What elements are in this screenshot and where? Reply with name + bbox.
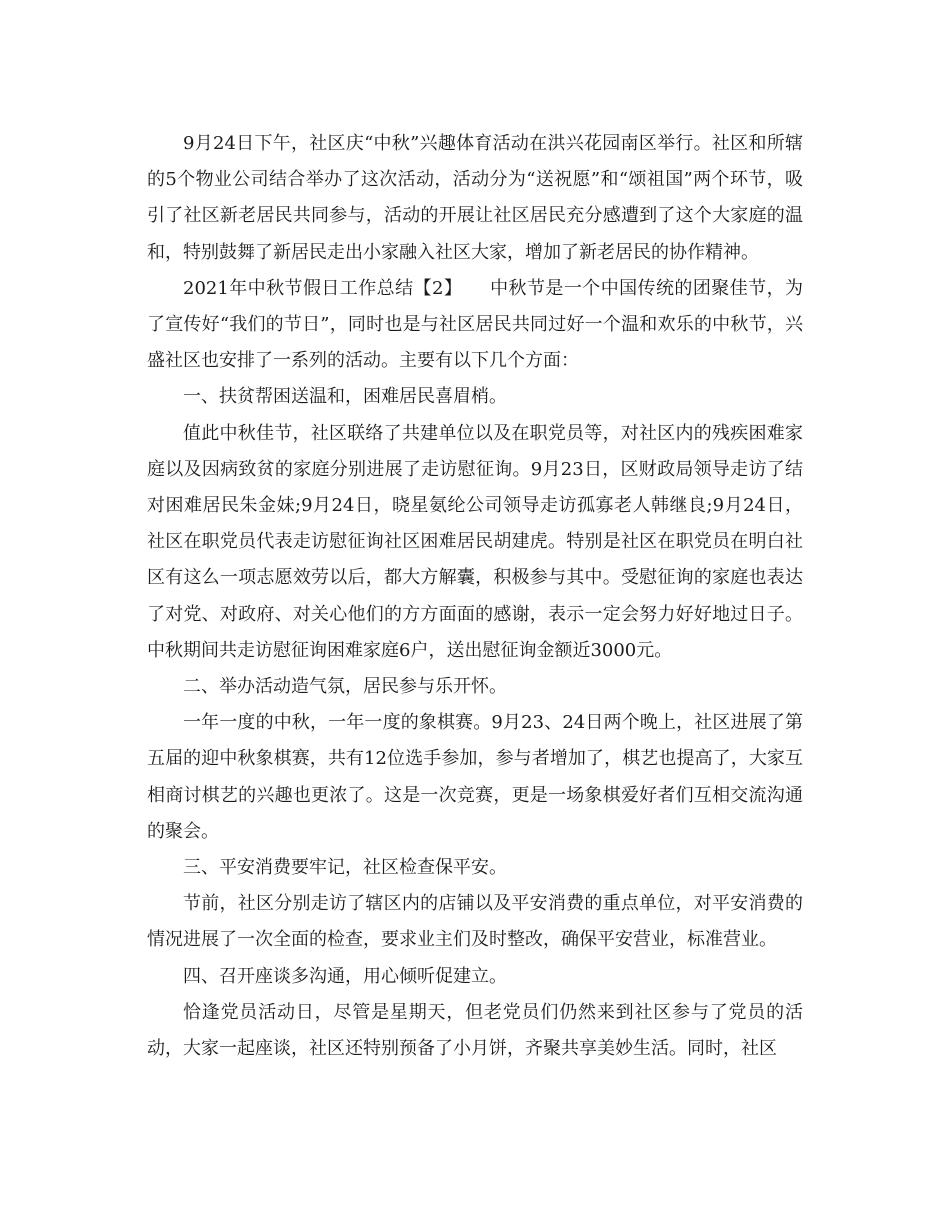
section-heading-2: 二、举办活动造气氛，居民参与乐开怀。 — [183, 676, 507, 698]
paragraph-meeting: 恰逢党员活动日，尽管是星期天，但老党员们仍然来到社区参与了党员的活动，大家一起座谈，社区还特别预备了小月饼，齐聚共享美妙生活。同时，社区 — [147, 1001, 803, 1060]
paragraph-safety: 节前，社区分别走访了辖区内的店铺以及平安消费的重点单位，对平安消费的情况进展了一次全面的检查，要求业主们及时整改，确保平安营业，标准营业。 — [147, 893, 803, 951]
paragraph-activity-intro: 9月24日下午，社区庆“中秋”兴趣体育活动在洪兴花园南区举行。社区和所辖的5个物业公司结合举办了这次活动，活动分为“送祝愿”和“颂祖国”两个环节，吸引了社区新老居民共同参与，活动的开展让社区居民充分感遭到了这个大家庭的温和，特别鼓舞了新居民走出小家融入社区大家，增加了新老居民的协作精神。 — [147, 133, 803, 263]
paragraph-visits: 值此中秋佳节，社区联络了共建单位以及在职党员等，对社区内的残疾困难家庭以及因病致贫的家庭分别进展了走访慰征询。9月23日，区财政局领导走访了结对困难居民朱金妹;9月24日，晓星氨纶公司领导走访孤寡老人韩继良;9月24日，社区在职党员代表走访慰征询社区困难居民胡建虎。特别是社区在职党员在明白社区有这么一项志愿效劳以后，都大方解囊，积极参与其中。受慰征询的家庭也表达了对党、对政府、对关心他们的方方面面的感谢，表示一定会努力好好地过日子。中秋期间共走访慰征询困难家庭6户，送出慰征询金额近3000元。 — [147, 422, 803, 661]
document-body — [147, 126, 803, 1067]
section-heading-3: 三、平安消费要牢记，社区检查保平安。 — [183, 857, 507, 879]
section-heading-4: 四、召开座谈多沟通，用心倾听促建立。 — [183, 965, 507, 987]
section-heading-1: 一、扶贫帮困送温和，困难居民喜眉梢。 — [183, 386, 507, 408]
paragraph-chess: 一年一度的中秋，一年一度的象棋赛。9月23、24日两个晚上，社区进展了第五届的迎中秋象棋赛，共有12位选手参加，参与者增加了，棋艺也提高了，大家互相商讨棋艺的兴趣也更浓了。这是一次竞赛，更是一场象棋爱好者们互相交流沟通的聚会。 — [147, 712, 803, 842]
paragraph-summary-title: 2021年中秋节假日工作总结【2】 中秋节是一个中国传统的团聚佳节，为了宣传好“我们的节日”，同时也是与社区居民共同过好一个温和欢乐的中秋节，兴盛社区也安排了一系列的活动。主要有以下几个方面： — [147, 277, 803, 372]
